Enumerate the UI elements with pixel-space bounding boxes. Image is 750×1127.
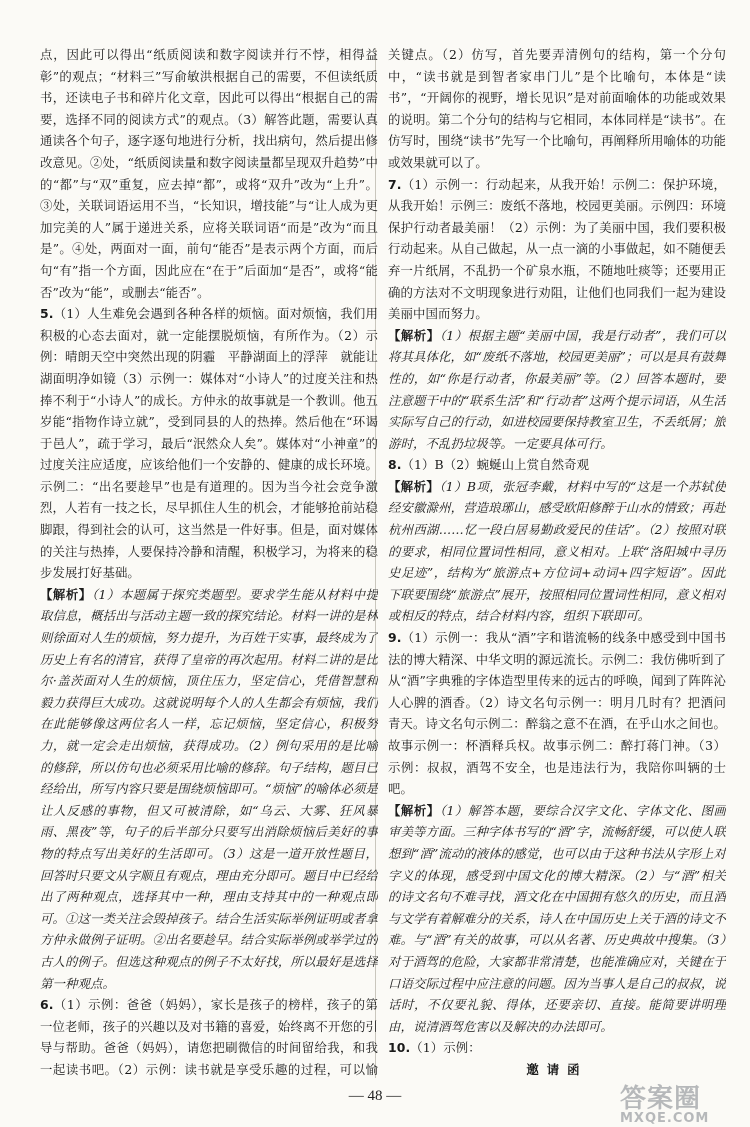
continued-text: 关键点。（2）仿写，首先要弄清例句的结构，第一个分句中，“读书就是到智者家串门儿”是个比喻句，本体是“读书”，“开阔你的视野，增长见识”是对前面喻体的功能或效果的说明。第二个分句的结构与它相同，本体同样是“读书”。在仿写时，围绕“读书”先写一个比喻句，再阐释所用喻体的功能或效果就可以了。 — [388, 47, 726, 170]
page-number: — 48 — — [348, 1088, 402, 1104]
analysis-label: 【解析】 — [40, 586, 92, 602]
analysis-label: 【解析】 — [388, 802, 440, 818]
question-number: 9. — [388, 630, 402, 646]
analysis-label: 【解析】 — [388, 327, 440, 343]
continued-text: 点，因此可以得出“纸质阅读和数字阅读并行不悖，相得益彰”的观点；“材料三”写俞敏洪根据自己的需要，不但读纸质书，还读电子书和碎片化文章，因此可以得出“根据自己的需要，选择不同的阅读方式”的观点。（3）解答此题，需要认真通读各个句子，逐字逐句地进行分析，找出病句，然后提出修改意见。②处，“纸质阅读量和数字阅读量都呈现双升趋势”中的“都”与“双”重复，应去掉“都”，或将“双升”改为“上升”。③处，关联词语运用不当，“长知识，增技能”与“让人成为更加完美的人”属于递进关系，应将关联词语“而是”改为“而且是”。④处，两面对一面，前句“能否”是表示两个方面，而后句“有”指一个方面，因此应在“在于”后面加“是否”，或将“能否”改为“能”，或删去“能否”。 — [40, 47, 378, 300]
answer-text: （1）人生难免会遇到各种各样的烦恼。面对烦恼，我们用积极的心态去面对，就一定能摆脱烦恼，有所作为。（2）示例：晴朗天空中突然出现的阴霾 平静湖面上的浮萍 就能让湖面明净如镜（3）示例一：媒体对“小诗人”的过度关注和热捧不利于“小诗人”的成长。方仲永的故事就是一个教训。他五岁能“指物作诗立就”，受到同县的人的热捧。然后他在“环谒于邑人”，疏于学习，最后“泯然众人矣”。媒体对“小神童”的过度关注应适度，应该给他们一个安静的、健康的成长环境。示例二：“出名要趁早”也是有道理的。因为当今社会竞争激烈，人若有一技之长，尽早抓住人生的机会，才能够抢前站稳脚跟，得到社会的认可，这当然是一件好事。但是，面对媒体的关注与热捧，人要保持冷静和清醒，积极学习，为将来的稳步发展打好基础。 — [40, 306, 378, 581]
analysis-text: （1）解答本题，要综合汉字文化、字体文化、图画审美等方面。三种字体书写的“酒”字，流畅舒缓，可以使人联想到“酒”流动的液体的感觉，也可以由于这种书法从字形上对字义的体现，感受到中国文化的博大精深。（2）与“酒”相关的诗文名句不难寻找，酒文化在中国拥有悠久的历史，而且酒与文学有着解难分的关系，诗人在中国历史上关于酒的诗文不难。与“酒”有关的故事，可以从名著、历史典故中搜集。（3）对于酒驾的危险，大家都非常清楚，也能准确应对，关键在于口语交际过程中应注意的问题。因为当事人是自己的叔叔，说话时，不仅要礼貌、得体，还要亲切、直接。能简要讲明理由，说清酒驾危害以及解决的办法即可。 — [388, 802, 726, 1034]
analysis-paragraph — [40, 584, 378, 994]
analysis-text: （1）本题属于探究类题型。要求学生能从材料中提取信息，概括出与活动主题一致的探究结论。材料一讲的是林则徐面对人生的烦恼，努力提升，为百姓干实事，最终成为了历史上有名的清官，获得了皇帝的再次起用。材料二讲的是比尔·盖茨面对人生的烦恼，顶住压力，坚定信心，凭借智慧和毅力获得巨大成功。这就说明每个人的人生都会有烦恼，我们在此能够像这两位名人一样，忘记烦恼，坚定信心，积极努力，就一定会走出烦恼，获得成功。（2）例句采用的是比喻的修辞，所以仿句也必须采用比喻的修辞。句子结构，题目已经给出，所写内容只要是围绕烦恼即可。“烦恼”的喻体必须是让人反感的事物，但又可被清除，如“乌云、大雾、狂风暴雨、黑夜”等，句子的后半部分只要写出消除烦恼后美好的事物的特点写出美好的生活即可。（3）这是一道开放性题目，回答时只要文从字顺且有观点，理由充分即可。题目中已经给出了两种观点，选择其中一种，理由支持其中的一种观点即可。①这一类关注会毁掉孩子。结合生活实际举例证明或者拿方仲永做例子证明。②出名要趁早。结合实际举例或举学过的古人的例子。但选这种观点的例子不太好找，所以最好是选择第一种观点。 — [40, 586, 378, 991]
analysis-paragraph — [388, 476, 726, 627]
answer-text: （1）示例一：行动起来，从我开始！示例二：保护环境，从我开始！示例三：废纸不落地，校园更美丽。示例四：环境保护行动者最美丽！（2）示例：为了美丽中国，我们要积极行动起来。从自己做起，从一点一滴的小事做起，如不随便丢弃一片纸屑，不乱扔一个矿泉水瓶，不随地吐痰等；还要用正确的方法对不文明现象进行劝阻，让他们也同我们一起为建设美丽中国而努力。 — [388, 176, 726, 322]
watermark-logo — [620, 1078, 740, 1124]
analysis-paragraph — [388, 800, 726, 1038]
letter-title: 邀请函 — [526, 1061, 588, 1077]
answer-text: （1）示例： — [410, 1040, 481, 1056]
answer-text: （1）B（2）蜿蜒山上赏自然奇观 — [401, 457, 590, 473]
right-column — [388, 44, 726, 1084]
question-number: 7. — [388, 176, 402, 192]
question-number: 5. — [40, 306, 54, 322]
left-column — [40, 44, 378, 1084]
answer-text: （1）示例一：我从“酒”字和谐流畅的线条中感受到中国书法的博大精深、中华文明的源远流长。示例二：我仿佛听到了从“酒”字典雅的字体造型里传来的远古的呼唤，闻到了阵阵沁人心脾的酒香。（2）诗文名句示例一：明月几时有？把酒问青天。诗文名句示例二：醉翁之意不在酒，在乎山水之间也。故事示例一：杯酒释兵权。故事示例二：醉打蒋门神。（3）示例：叔叔，酒驾不安全，也是违法行为，我陪你叫辆的士吧。 — [388, 630, 726, 797]
watermark-cn: 答案圈 — [620, 1084, 702, 1114]
analysis-text: （1）根据主题“美丽中国，我是行动者”，我们可以将其具体化，如“废纸不落地，校园更美丽”；可以是具有鼓舞性的，如“你是行动者，你最美丽”等。（2）回答本题时，要注意题干中的“联系生活”和“行动者”这两个提示词语，从生活实际写自己的行动，如进校园要保持教室卫生，不丢纸屑；旅游时，不乱扔垃圾等。一定要具体可行。 — [388, 327, 726, 451]
answer-text: （1）示例：爸爸（妈妈），家长是孩子的榜样，孩子的第一位老师，孩子的兴趣以及对书籍的喜爱，始终离不开您的引导与帮助。爸爸（妈妈），请您把刷微信的时间留给我，和我一起读书吧。（2）示例：读书就是享受乐趣的过程，可以愉 — [40, 997, 378, 1077]
answer-item — [40, 303, 378, 584]
question-number: 6. — [40, 997, 54, 1013]
answer-item — [388, 454, 726, 476]
question-number: 10. — [388, 1040, 411, 1056]
watermark-en: MXQE.COM — [620, 1111, 710, 1126]
answer-item — [388, 1037, 726, 1059]
analysis-paragraph — [388, 325, 726, 455]
analysis-label: 【解析】 — [388, 478, 440, 494]
answer-item — [388, 174, 726, 325]
question-number: 8. — [388, 457, 402, 473]
answer-item — [388, 627, 726, 800]
analysis-text: （1）B项，张冠李戴，材料中写的“这是一个苏轼使经安徽滁州，营造琅琊山，感受欧阳修醉于山水的情致；再赴杭州西湖……忆一段白居易勤政爱民的佳话”。（2）按照对联的要求，相同位置词性相同，意义相对。上联“洛阳城中寻历史足迹”，结构为“旅游点+方位词+动词+四字短语”。因此下联要围绕“旅游点”展开，按照相同位置词性相同，意义相对或相反的特点，结合材料内容，组织下联即可。 — [388, 478, 726, 624]
answer-item — [40, 994, 378, 1084]
